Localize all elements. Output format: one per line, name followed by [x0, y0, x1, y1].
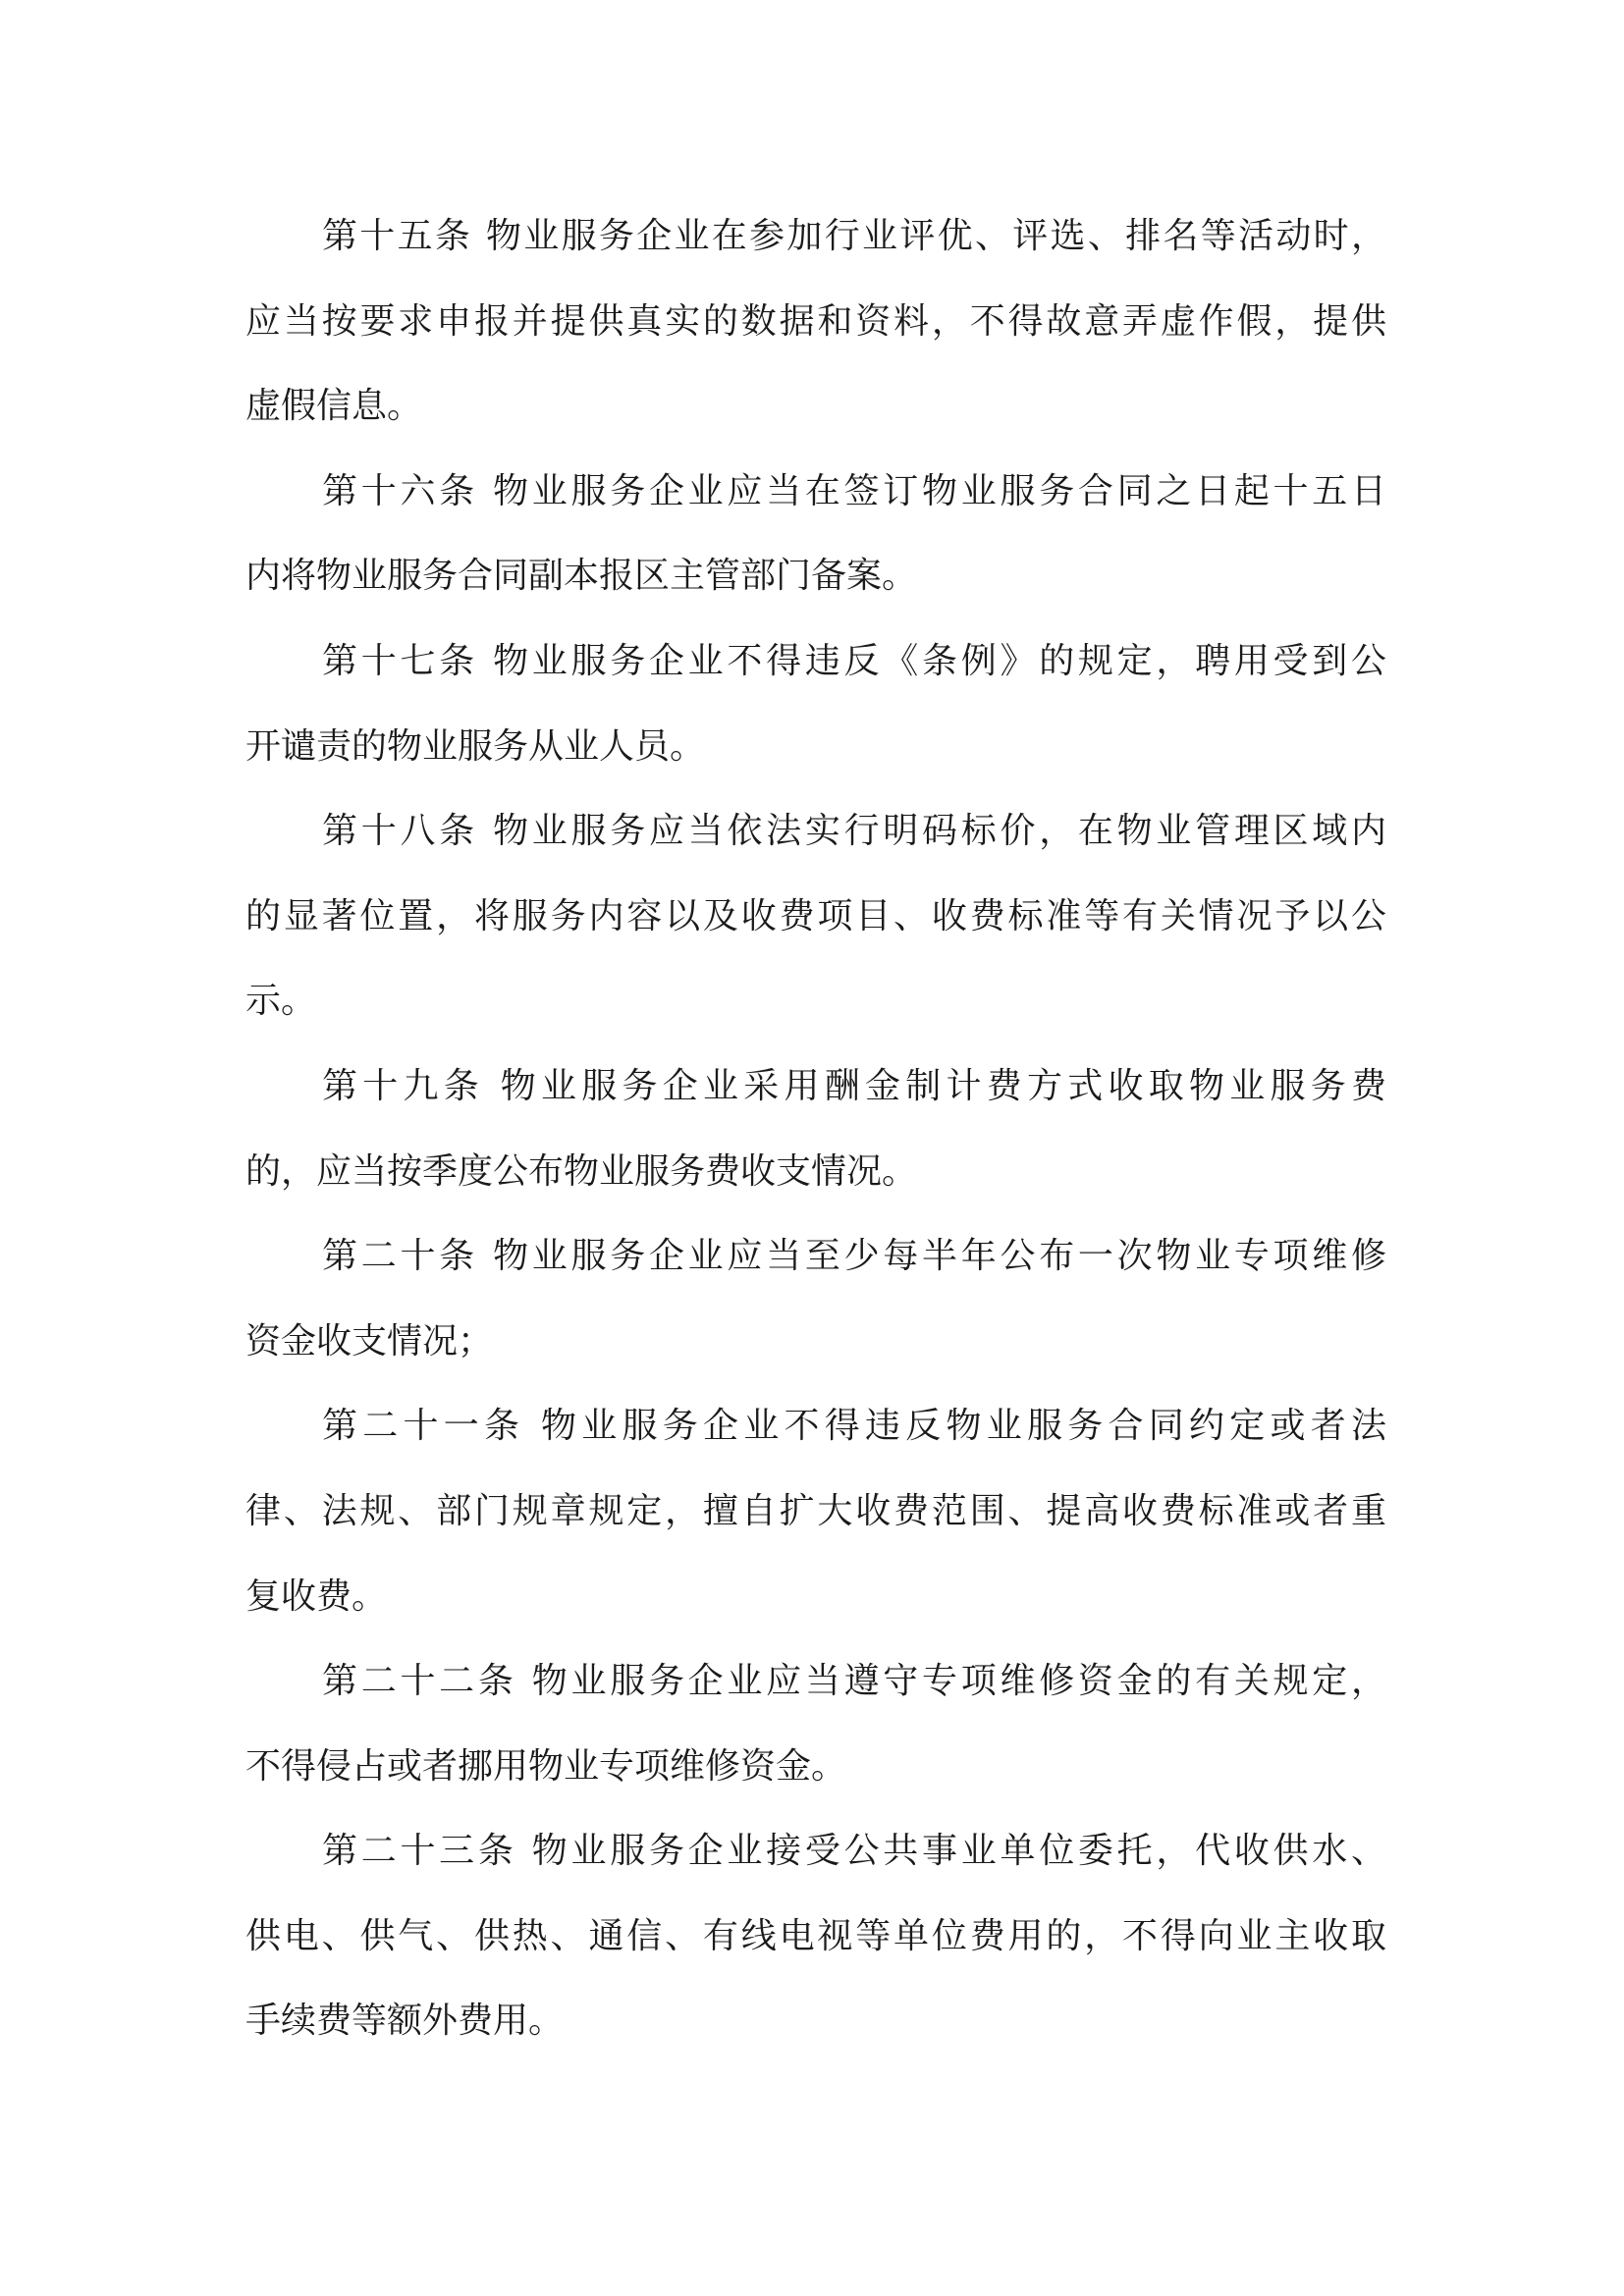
article-text-block: [245, 194, 1386, 2064]
article-19: [245, 1044, 1386, 1214]
text-line: 第二十一条 物业服务企业不得违反物业服务合同约定或者法: [322, 1406, 1386, 1447]
text-line: 虚假信息。: [245, 386, 423, 427]
text-line: 律、法规、部门规章规定，擅自扩大收费范围、提高收费标准或者重: [245, 1490, 1386, 1531]
article-22: [245, 1639, 1386, 1809]
article-23: [245, 1809, 1386, 2064]
text-line: 第十八条 物业服务应当依法实行明码标价，在物业管理区域内: [322, 811, 1386, 852]
article-17: [245, 619, 1386, 789]
text-line: 示。: [245, 981, 317, 1022]
text-line: 第二十二条 物业服务企业应当遵守专项维修资金的有关规定，: [322, 1661, 1386, 1702]
article-18: [245, 789, 1386, 1044]
article-16: [245, 450, 1386, 619]
text-line: 复收费。: [245, 1575, 388, 1617]
text-line: 的显著位置，将服务内容以及收费项目、收费标准等有关情况予以公: [245, 895, 1386, 936]
text-line: 第二十条 物业服务企业应当至少每半年公布一次物业专项维修: [322, 1236, 1386, 1277]
text-line: 资金收支情况；: [245, 1320, 494, 1362]
article-20: [245, 1214, 1386, 1384]
text-line: 供电、供气、供热、通信、有线电视等单位费用的，不得向业主收取: [245, 1915, 1386, 1956]
text-line: 内将物业服务合同副本报区主管部门备案。: [245, 556, 918, 597]
text-line: 手续费等额外费用。: [245, 2001, 565, 2042]
text-line: 开谴责的物业服务从业人员。: [245, 725, 706, 767]
text-line: 应当按要求申报并提供真实的数据和资料，不得故意弄虚作假，提供: [245, 300, 1386, 342]
text-line: 不得侵占或者挪用物业专项维修资金。: [245, 1745, 847, 1787]
text-line: 的，应当按季度公布物业服务费收支情况。: [245, 1150, 918, 1192]
text-line: 第二十三条 物业服务企业接受公共事业单位委托，代收供水、: [322, 1831, 1386, 1872]
text-line: 第十六条 物业服务企业应当在签订物业服务合同之日起十五日: [322, 470, 1386, 511]
text-line: 第十五条 物业服务企业在参加行业评优、评选、排名等活动时，: [322, 216, 1386, 256]
text-line: 第十七条 物业服务企业不得违反《条例》的规定，聘用受到公: [322, 640, 1386, 681]
article-15: [245, 194, 1386, 450]
article-21: [245, 1384, 1386, 1639]
text-line: 第十九条 物业服务企业采用酬金制计费方式收取物业服务费: [322, 1065, 1386, 1106]
